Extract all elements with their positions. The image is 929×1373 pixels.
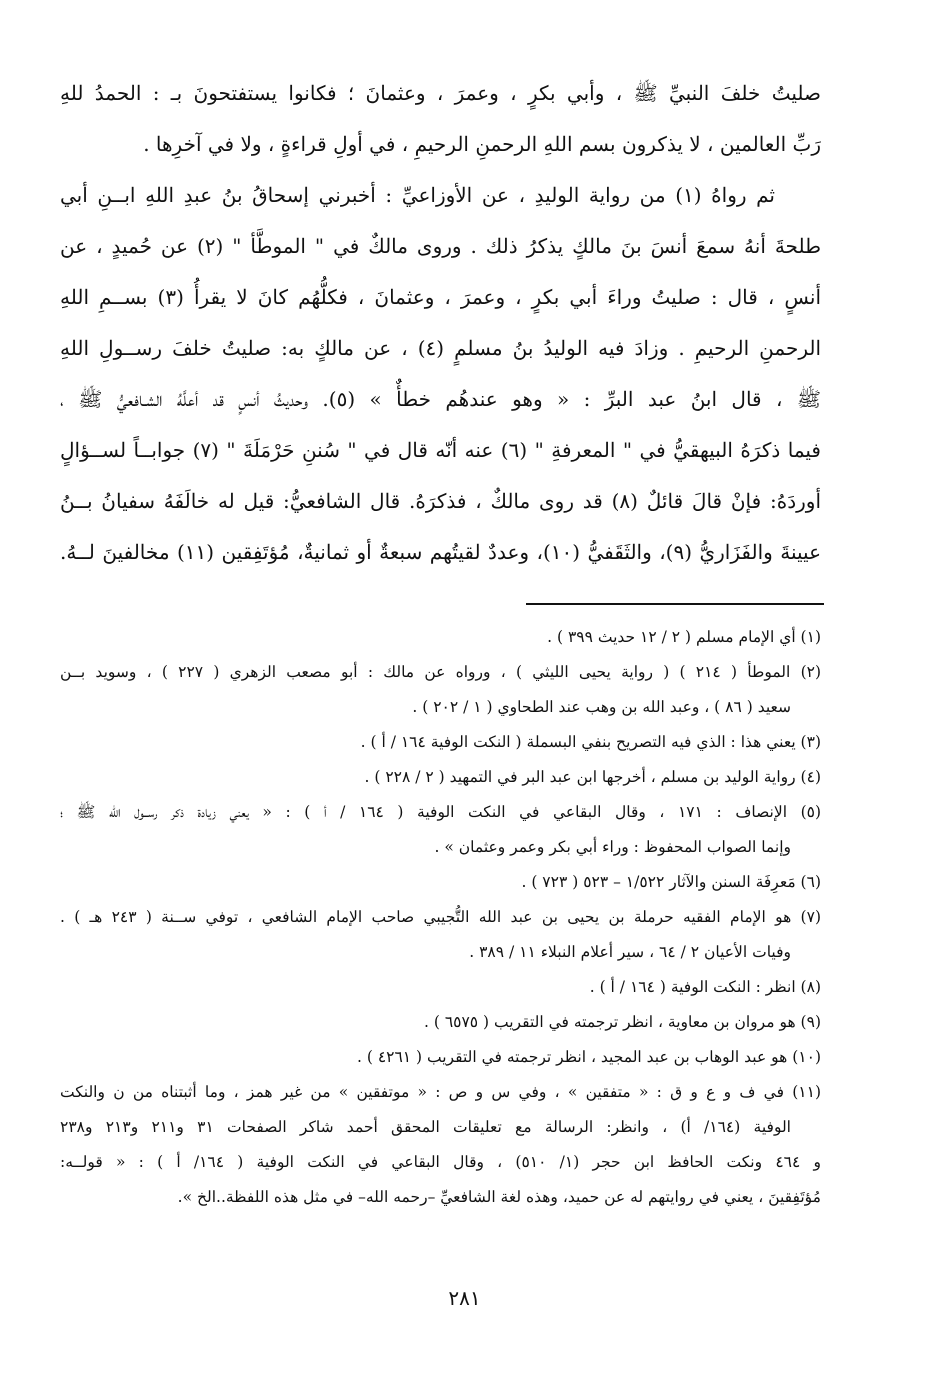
main-text-line: طلحةَ أنهُ سمعَ أنسَ بنَ مالكٍ يذكرُ ذلك . وروى مالكٌ في " الموطَّأ " (٢) عن حُميدٍ ، عن bbox=[60, 234, 821, 258]
main-text-line: صليتُ خلفَ النبيِّ ﷺ ، وأبي بكرٍ ، وعمرَ ، وعثمانَ ؛ فكانوا يستفتحونَ بـ : الحمدُ للهِ bbox=[60, 81, 821, 105]
footnote-line: سعيد ( ٨٦ ) ، وعبد الله بن وهب عند الطحاوي ( ١ / ٢٠٢ ) . bbox=[412, 698, 791, 716]
footnote-line: (١١) في ف و ع و ق : « متفقين » ، وفي س و ص : « موتفقين » من غير همز ، وما أثبتناه من ن والنكت bbox=[60, 1083, 821, 1101]
footnote-line: (٦) مَعرِفَة السنن والآثار ١/٥٢٢ – ٥٢٣ ( ٧٢٣ ) . bbox=[521, 873, 821, 891]
main-text-line: عيينةَ والفَزَاريُّ (٩)، والثَقَفيُّ (١٠)، وعددٌ لقيتُهم سبعةٌ أو ثمانيةٌ، مُؤتَفِقين (١١) مخالفينَ لــهُ. bbox=[60, 540, 821, 564]
footnote-line: وإنما الصواب المحفوظ : وراء أبي بكر وعمر وعثمان » . bbox=[434, 838, 791, 856]
footnote-line: (٤) رواية الوليد بن مسلم ، أخرجها ابن عبد البر في التمهيد ( ٢ / ٢٢٨ ) . bbox=[364, 768, 821, 786]
footnote-divider bbox=[526, 603, 824, 605]
footnote-line: (٧) هو الإمام الفقيه حرملة بن يحيى بن عبد الله التُّجيبي صاحب الإمام الشافعي ، توفي ســنة ( ٢٤٣ هـ ) . bbox=[60, 908, 821, 926]
main-text-line: أنسٍ ، قال : صليتُ وراءَ أبي بكرٍ ، وعمرَ ، وعثمانَ ، فكلُّهُم كانَ لا يقرأُ (٣) بســمِ اللهِ bbox=[60, 285, 821, 309]
footnote-line: الوفية (١٦٤/ أ) ، وانظر: الرسالة مع تعليقات المحقق أحمد شاكر الصفحات ٣١ و٢١١ و٢١٣ و٢٣٨ bbox=[60, 1118, 791, 1136]
footnote-line: (٨) انظر : النكت الوفية ( ١٦٤ / أ ) . bbox=[589, 978, 821, 996]
main-text-block bbox=[60, 68, 821, 578]
main-text-line: ﷺ ، قال ابنُ عبد البرِّ : « وهو عندهُم خطأٌ » (٥). وحديثُ أنسٍ قد أعلَّهُ الشـافعيُّ ﷺ ، bbox=[60, 387, 821, 411]
page-number: ٢٨١ bbox=[448, 1286, 481, 1310]
main-text-line: فيما ذكرَهُ البيهقيُّ في " المعرفةِ " (٦) عنه أنّه قال في " سُننِ حَرْمَلَةَ " (٧) جوابــاً لســؤالٍ bbox=[60, 438, 821, 462]
main-text-line: الرحمنِ الرحيمِ . وزادَ فيه الوليدُ بنُ مسلمٍ (٤) ، عن مالكٍ به: صليتُ خلفَ رســولِ اللهِ bbox=[60, 336, 821, 360]
footnote-line: (٣) يعني هذا : الذي فيه التصريح بنفي البسملة ( النكت الوفية ١٦٤ / أ ) . bbox=[360, 733, 821, 751]
footnote-line: (٥) الإنصاف : ١٧١ ، وقال البقاعي في النكت الوفية ( ١٦٤ / أ ) : « يعني زيادة ذكر رســول الله ﷺ ؛ bbox=[60, 803, 821, 821]
footnote-line: و ٤٦٤ ونكت الحافظ ابن حجر (١/ ٥١٠) ، وقال البقاعي في النكت الوفية ( ١٦٤/ أ ) : « قولــه: bbox=[60, 1153, 821, 1171]
footnote-line: (١) أي الإمام مسلم ( ٢ / ١٢ حديث ٣٩٩ ) . bbox=[547, 628, 821, 646]
main-text-line: رَبِّ العالمين ، لا يذكرون بسم اللهِ الرحمنِ الرحيمِ ، في أولِ قراءةٍ ، ولا في آخرِها . bbox=[143, 132, 821, 156]
footnote-line: (١٠) هو عبد الوهاب بن عبد المجيد ، انظر ترجمته في التقريب ( ٤٢٦١ ) . bbox=[356, 1048, 821, 1066]
footnote-line: (٩) هو مروان بن معاوية ، انظر ترجمته في التقريب ( ٦٥٧٥ ) . bbox=[423, 1013, 821, 1031]
main-text-line: ثم رواهُ (١) من رواية الوليدِ ، عن الأوزاعيِّ : أخبرني إسحاقُ بنُ عبدِ اللهِ ابــنِ أبي bbox=[60, 183, 775, 207]
footnotes-block bbox=[60, 620, 821, 1215]
footnote-line: مُؤتَفِقينَ ، يعني في روايتهم له عن حميد، وهذه لغة الشافعيِّ –رحمه الله– في مثل هذه اللفظة..الخ ». bbox=[177, 1188, 821, 1206]
footnote-line: (٢) الموطأ ( ٢١٤ ) ( رواية يحيى الليثي ) ، ورواه عن مالك : أبو مصعب الزهري ( ٢٢٧ ) ، وسويد بــن bbox=[60, 663, 821, 681]
footnote-line: وفيات الأعيان ٢ / ٦٤ ، سير أعلام النبلاء ١١ / ٣٨٩ . bbox=[469, 943, 791, 961]
main-text-line: أوردَهُ: فإنْ قالَ قائلٌ (٨) قد روى مالكٌ ، فذكرَهُ. قال الشافعيُّ: قيل له خالَفَهُ سفيانُ بــنُ bbox=[60, 489, 821, 513]
